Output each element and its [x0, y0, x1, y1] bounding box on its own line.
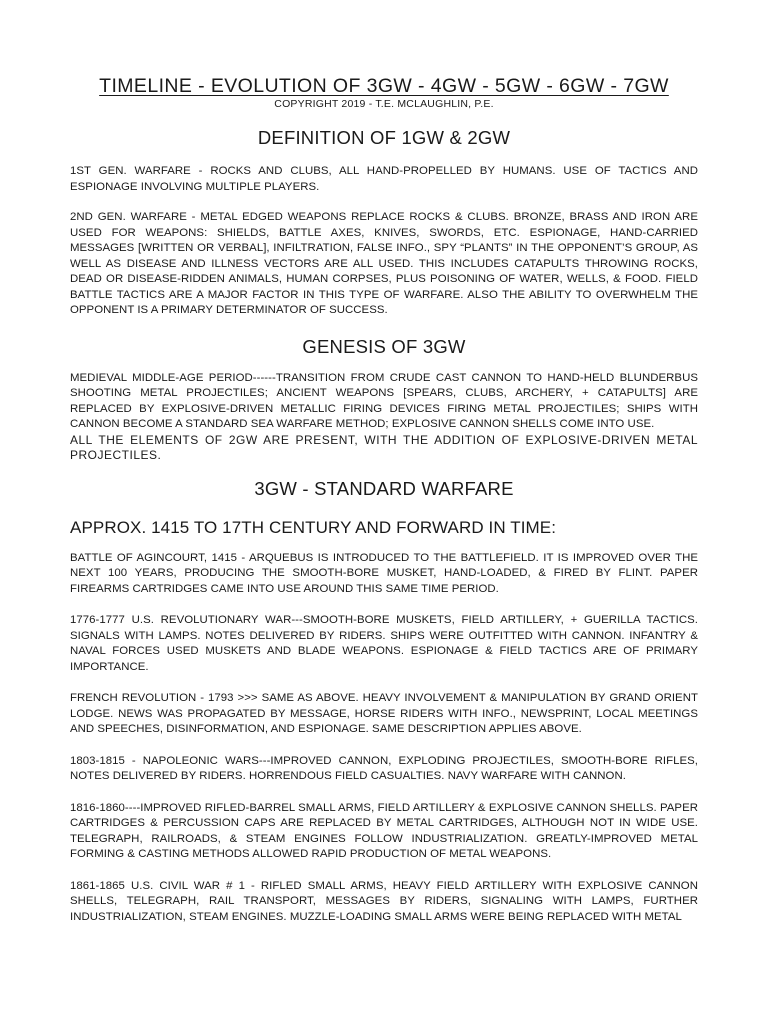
- subheading-period: APPROX. 1415 TO 17TH CENTURY AND FORWARD IN TIME:: [70, 517, 557, 537]
- heading-definition: DEFINITION OF 1GW & 2GW: [257, 127, 511, 148]
- paragraph-french-revolution: FRENCH REVOLUTION - 1793 >>> SAME AS ABOVE. HEAVY INVOLVEMENT & MANIPULATION BY GRAND ORIENT LODGE. NEWS WAS PROPAGATED BY MESSAGE, HORSE RIDERS WITH INFO., NEWSPRINT, LOCAL MEETINGS AND SPEECHES, DISINFORMATION, AND ESPIONAGE. SAME DESCRIPTION APPLIES ABOVE.: [70, 692, 698, 735]
- paragraph-2gw-elements: ALL THE ELEMENTS OF 2GW ARE PRESENT, WITH THE ADDITION OF EXPLOSIVE-DRIVEN METAL PROJECTILES.: [70, 432, 698, 462]
- paragraph-napoleonic-wars: 1803-1815 - NAPOLEONIC WARS---IMPROVED CANNON, EXPLODING PROJECTILES, SMOOTH-BORE RIFLES, NOTES DELIVERED BY RIDERS. HORRENDOUS FIELD CASUALTIES. NAVY WARFARE WITH CANNON.: [70, 754, 698, 782]
- heading-genesis: GENESIS OF 3GW: [302, 335, 466, 357]
- paragraph-civil-war: 1861-1865 U.S. CIVIL WAR # 1 - RIFLED SMALL ARMS, HEAVY FIELD ARTILLERY WITH EXPLOSIVE CANNON SHELLS, TELEGRAPH, RAIL TRANSPORT, MESSAGES BY RIDERS, SIGNALING WITH LAMPS, FURTHER INDUSTRIALIZATION, STEAM ENGINES. MUZZLE-LOADING SMALL ARMS WERE BEING REPLACED WITH METAL: [70, 879, 698, 923]
- document-page: [70, 74, 698, 925]
- paragraph-1gw: 1ST GEN. WARFARE - ROCKS AND CLUBS, ALL HAND-PROPELLED BY HUMANS. USE OF TACTICS AND ESPIONAGE INVOLVING MULTIPLE PLAYERS.: [70, 165, 698, 193]
- paragraph-1816-1860: 1816-1860----IMPROVED RIFLED-BARREL SMALL ARMS, FIELD ARTILLERY & EXPLOSIVE CANNON SHELLS. PAPER CARTRIDGES & PERCUSSION CAPS ARE REPLACED BY METAL CARTRIDGES, ALTHOUGH NOT IN WIDE USE. TELEGRAPH, RAILROADS, & STEAM ENGINES FOLLOW INDUSTRIALIZATION. GREATLY-IMPROVED METAL FORMING & CASTING METHODS ALLOWED RAPID PRODUCTION OF METAL WEAPONS.: [70, 801, 698, 860]
- copyright-line: COPYRIGHT 2019 - T.E. MCLAUGHLIN, P.E.: [274, 98, 494, 110]
- paragraph-agincourt: BATTLE OF AGINCOURT, 1415 - ARQUEBUS IS INTRODUCED TO THE BATTLEFIELD. IT IS IMPROVED OVER THE NEXT 100 YEARS, PRODUCING THE SMOOTH-BORE MUSKET, HAND-LOADED, & FIRED BY FLINT. PAPER FIREARMS CARTRIDGES CAME INTO USE AROUND THIS SAME TIME PERIOD.: [70, 551, 698, 595]
- paragraph-2gw: 2ND GEN. WARFARE - METAL EDGED WEAPONS REPLACE ROCKS & CLUBS. BRONZE, BRASS AND IRON ARE USED FOR WEAPONS: SHIELDS, BATTLE AXES, KNIVES, SWORDS, ETC. ESPIONAGE, HAND-CARRIED MESSAGES [WRITTEN OR VERBAL], INFILTRATION, FALSE INFO., SPY “PLANTS” IN THE OPPONENT’S GROUP, AS WELL AS DISEASE AND ILLNESS VECTORS ARE ALL USED. THIS INCLUDES CATAPULTS THROWING ROCKS, DEAD OR DISEASE-RIDDEN ANIMALS, HUMAN CORPSES, PLUS POISONING OF WATER, WELLS, & FOOD. FIELD BATTLE TACTICS ARE A MAJOR FACTOR IN THIS TYPE OF WARFARE. ALSO THE ABILITY TO OVERWHELM THE OPPONENT IS A PRIMARY DETERMINATOR OF SUCCESS.: [70, 211, 698, 316]
- heading-standard-warfare: 3GW - STANDARD WARFARE: [254, 477, 514, 499]
- paragraph-medieval: MEDIEVAL MIDDLE-AGE PERIOD------TRANSITION FROM CRUDE CAST CANNON TO HAND-HELD BLUNDERBUS SHOOTING METAL PROJECTILES; ANCIENT WEAPONS [SPEARS, CLUBS, ARCHERY, + CATAPULTS] ARE REPLACED BY EXPLOSIVE-DRIVEN METALLIC FIRING DEVICES FIRING METAL PROJECTILES; SHIPS WITH CANNON BECOME A STANDARD SEA WARFARE METHOD; EXPLOSIVE CANNON SHELLS COME INTO USE.: [70, 371, 698, 430]
- document-title: TIMELINE - EVOLUTION OF 3GW - 4GW - 5GW - 6GW - 7GW: [99, 75, 669, 97]
- paragraph-revolutionary-war: 1776-1777 U.S. REVOLUTIONARY WAR---SMOOTH-BORE MUSKETS, FIELD ARTILLERY, + GUERILLA TACTICS. SIGNALS WITH LAMPS. NOTES DELIVERED BY RIDERS. SHIPS WERE OUTFITTED WITH CANNON. INFANTRY & NAVAL FORCES USED MUSKETS AND BLADE WEAPONS. ESPIONAGE & FIELD TACTICS ARE OF PRIMARY IMPORTANCE.: [70, 614, 698, 673]
